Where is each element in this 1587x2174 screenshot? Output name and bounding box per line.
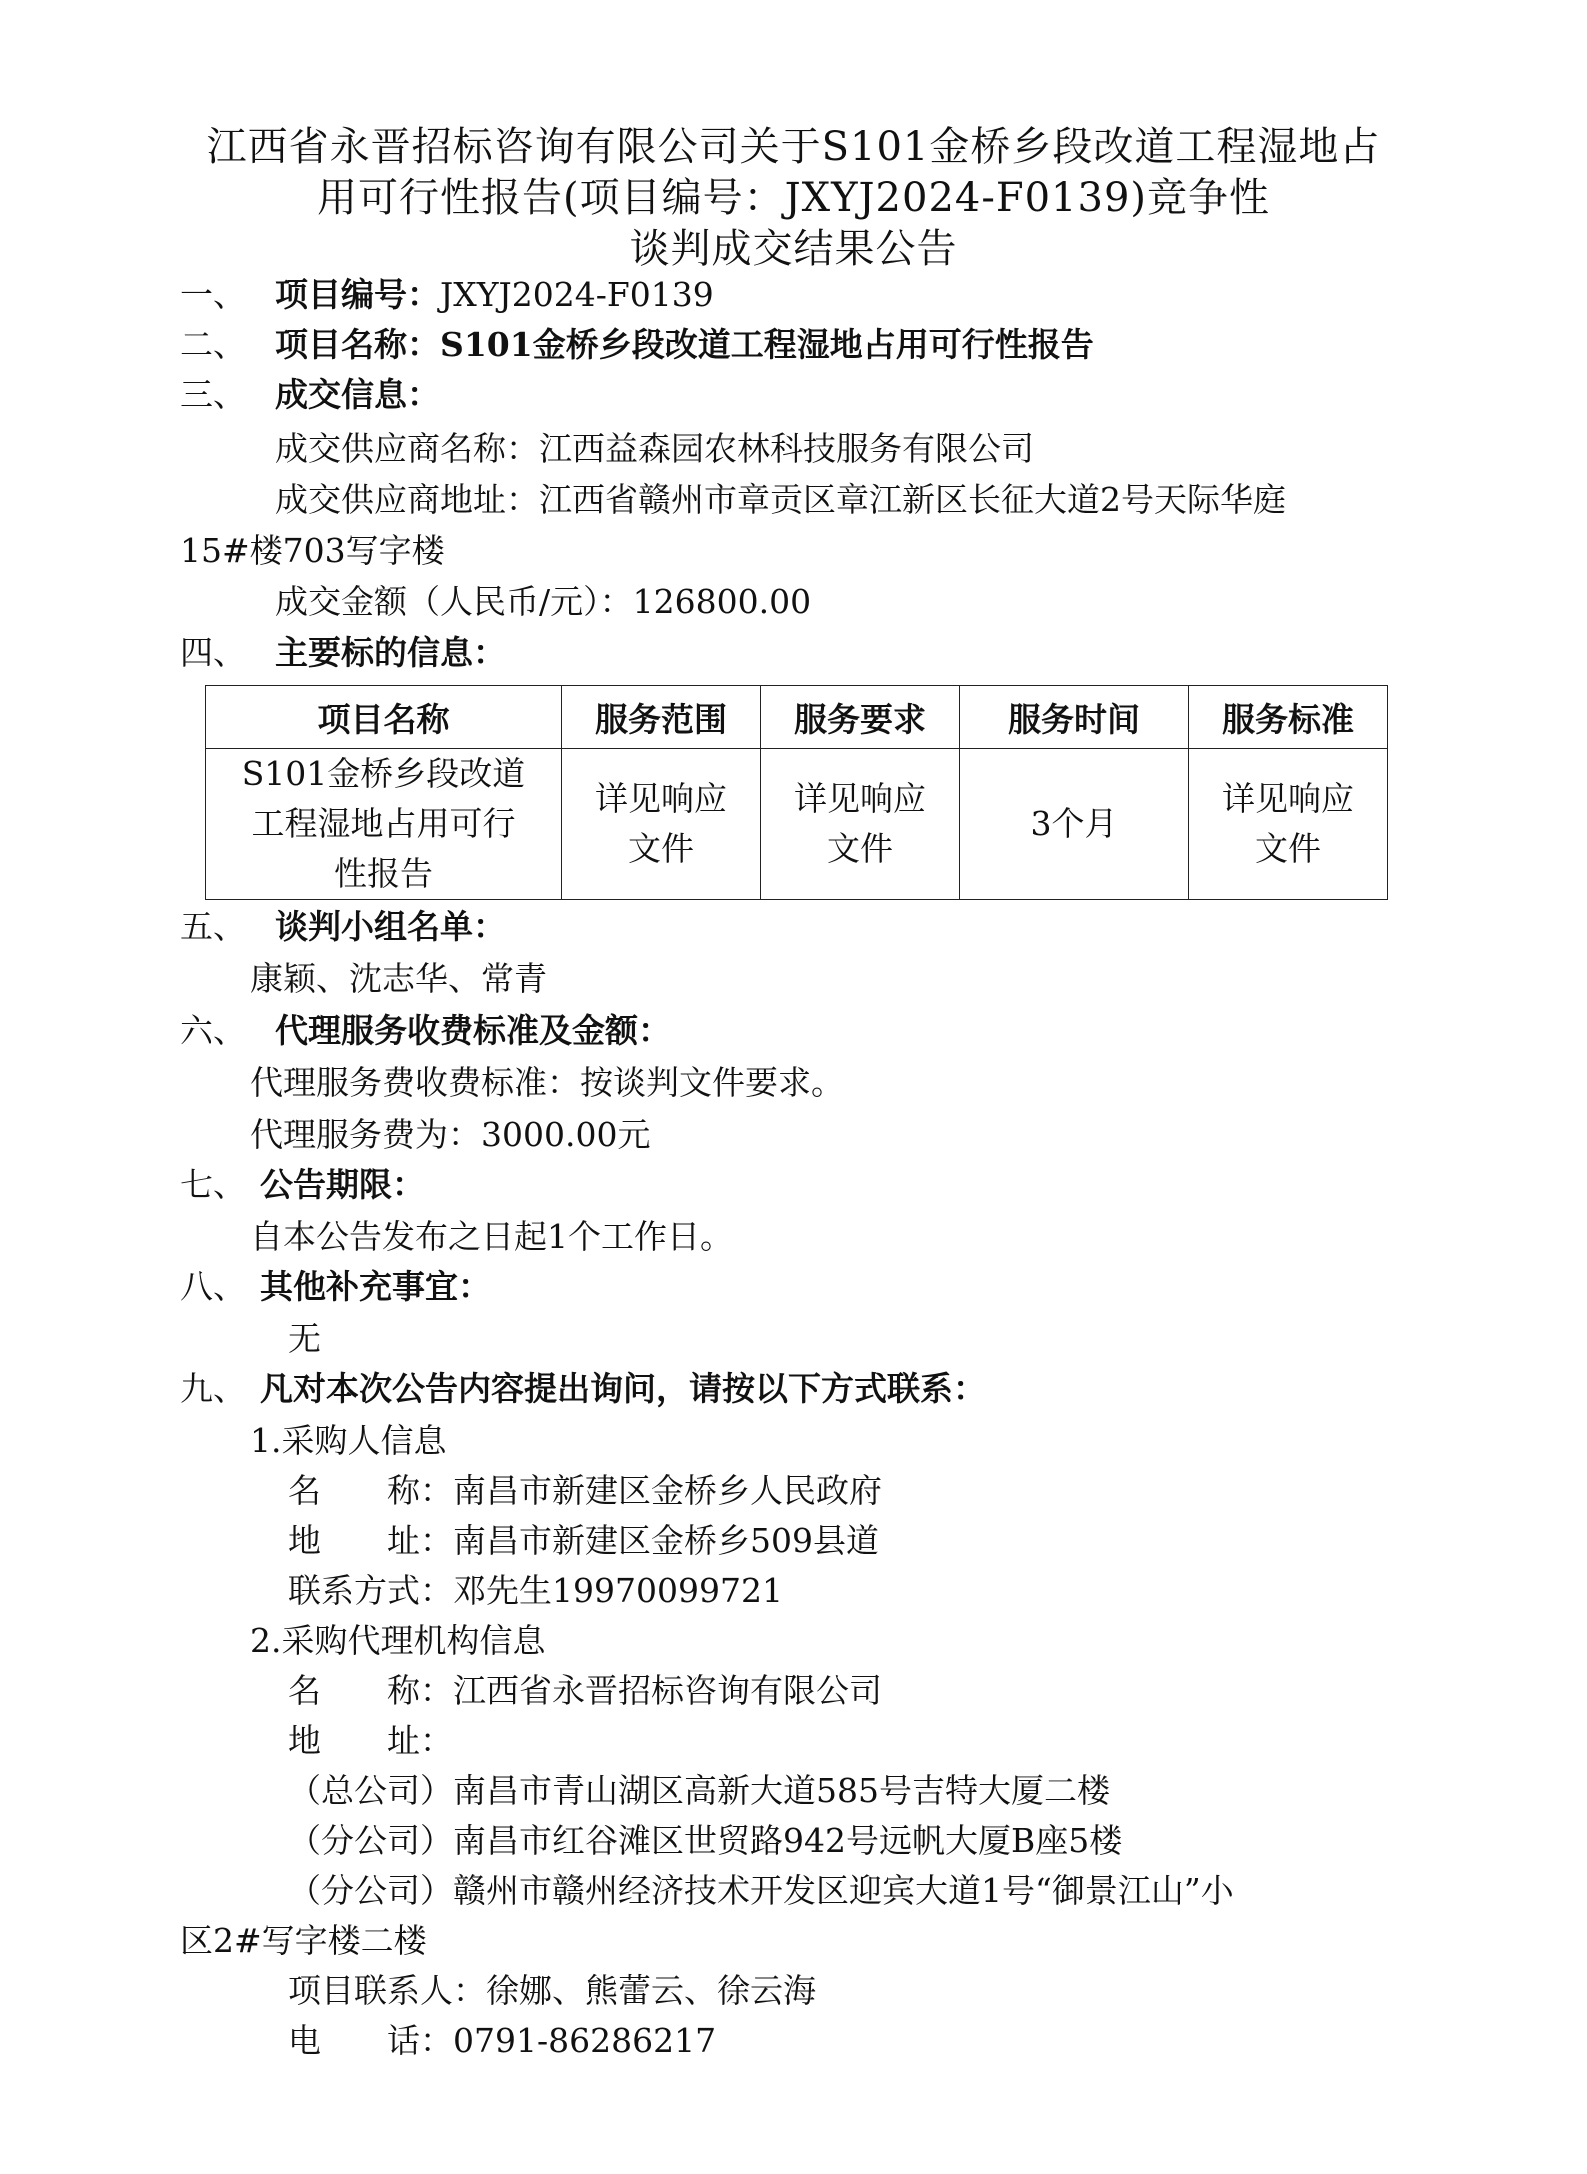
table-cell-requirement (761, 749, 960, 900)
section-number: 二、 (180, 325, 246, 364)
table-cell-time: 3个月 (960, 749, 1189, 900)
section-number: 八、 (180, 1267, 246, 1306)
cell-line: 文件 (1255, 829, 1321, 868)
buyer-name: 名 称：南昌市新建区金桥乡人民政府 (288, 1471, 882, 1510)
team-members: 康颖、沈志华、常青 (250, 959, 547, 998)
table-header-cell: 项目名称 (206, 686, 562, 749)
section-label: 主要标的信息： (275, 633, 506, 672)
section-number: 七、 (180, 1165, 246, 1204)
agency-branch-address-1: （分公司）南昌市红谷滩区世贸路942号远帆大厦B座5楼 (288, 1821, 1123, 1860)
section-label: 成交信息： (275, 375, 440, 414)
cell-line: S101金桥乡段改道 (241, 754, 526, 793)
cell-line: 工程湿地占用可行 (251, 804, 516, 843)
agency-address-label: 地 址： (288, 1721, 453, 1760)
cell-line: 详见响应 (1222, 779, 1354, 818)
section-label: 谈判小组名单： (275, 907, 506, 946)
cell-line: 文件 (827, 829, 893, 868)
section-number: 五、 (180, 907, 246, 946)
agency-hq-address: （总公司）南昌市青山湖区高新大道585号吉特大厦二楼 (288, 1771, 1110, 1810)
cell-line: 文件 (628, 829, 694, 868)
section-negotiation-team (180, 907, 506, 946)
table-header-cell: 服务标准 (1189, 686, 1388, 749)
title-line-2: 用可行性报告(项目编号：JXYJ2024-F0139)竞争性 (316, 175, 1271, 221)
agency-info-title: 2.采购代理机构信息 (250, 1621, 546, 1660)
table-header-cell: 服务范围 (562, 686, 761, 749)
table-header-row (206, 686, 1388, 749)
section-notice-period (180, 1165, 425, 1204)
section-number: 三、 (180, 375, 246, 414)
section-other-matters (180, 1267, 491, 1306)
section-deal-info (180, 375, 440, 414)
section-number: 九、 (180, 1369, 246, 1408)
section-project-name (180, 325, 1094, 364)
section-label: 代理服务收费标准及金额： (275, 1011, 671, 1050)
table-cell-project-name (206, 749, 562, 900)
section-project-number (180, 275, 714, 314)
section-label: 项目名称： (275, 325, 440, 364)
main-items-table (205, 685, 1388, 900)
agency-contacts: 项目联系人：徐娜、熊蕾云、徐云海 (288, 1971, 816, 2010)
table-header-cell: 服务要求 (761, 686, 960, 749)
section-contact (180, 1369, 986, 1408)
cell-line: 详见响应 (595, 779, 727, 818)
section-agency-fee (180, 1011, 671, 1050)
supplier-name: 成交供应商名称：江西益森园农林科技服务有限公司 (275, 429, 1034, 468)
section-label: 其他补充事宜： (260, 1267, 491, 1306)
agency-phone: 电 话：0791-86286217 (288, 2021, 717, 2060)
section-number: 一、 (180, 275, 246, 314)
cell-line: 详见响应 (794, 779, 926, 818)
section-main-items (180, 633, 506, 672)
section-label: 公告期限： (260, 1165, 425, 1204)
agency-branch-address-2-line-2: 区2#写字楼二楼 (180, 1921, 427, 1960)
table-header-cell: 服务时间 (960, 686, 1189, 749)
table-row (206, 749, 1388, 900)
agency-name: 名 称：江西省永晋招标咨询有限公司 (288, 1671, 882, 1710)
title-line-1: 江西省永晋招标咨询有限公司关于S101金桥乡段改道工程湿地占 (206, 124, 1381, 170)
table-cell-scope (562, 749, 761, 900)
section-number: 四、 (180, 633, 246, 672)
agency-branch-address-2-line-1: （分公司）赣州市赣州经济技术开发区迎宾大道1号“御景江山”小 (288, 1871, 1234, 1910)
project-number-value: JXYJ2024-F0139 (440, 275, 714, 314)
buyer-contact: 联系方式：邓先生19970099721 (288, 1571, 783, 1610)
notice-period: 自本公告发布之日起1个工作日。 (250, 1217, 733, 1256)
deal-amount: 成交金额（人民币/元）：126800.00 (275, 582, 812, 621)
section-label: 项目编号： (275, 275, 440, 314)
cell-line: 性报告 (334, 854, 433, 893)
fee-amount: 代理服务费为：3000.00元 (250, 1115, 651, 1154)
project-name-value: S101金桥乡段改道工程湿地占用可行性报告 (440, 325, 1094, 364)
supplier-address-line-2: 15#楼703写字楼 (180, 531, 445, 570)
section-label: 凡对本次公告内容提出询问，请按以下方式联系： (260, 1369, 986, 1408)
section-number: 六、 (180, 1011, 246, 1050)
title-line-3: 谈判成交结果公告 (629, 226, 958, 272)
buyer-address: 地 址：南昌市新建区金桥乡509县道 (288, 1521, 879, 1560)
table-cell-standard (1189, 749, 1388, 900)
supplier-address-line-1: 成交供应商地址：江西省赣州市章贡区章江新区长征大道2号天际华庭 (275, 480, 1286, 519)
fee-standard: 代理服务费收费标准：按谈判文件要求。 (250, 1063, 844, 1102)
other-matters-content: 无 (288, 1319, 321, 1358)
buyer-info-title: 1.采购人信息 (250, 1421, 447, 1460)
